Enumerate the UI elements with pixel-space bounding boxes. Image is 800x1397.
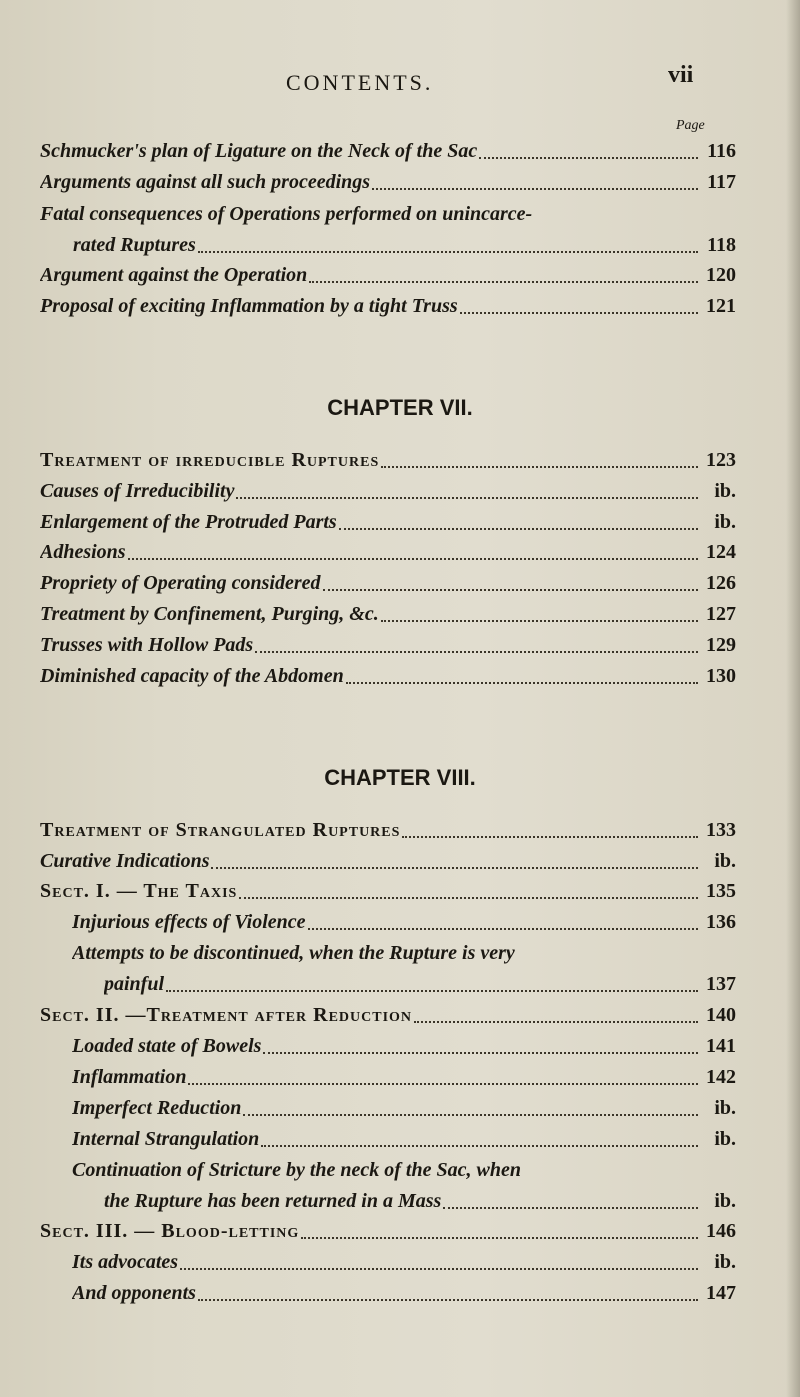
toc-entry bbox=[40, 1220, 736, 1243]
toc-entry-page: 135 bbox=[706, 880, 736, 902]
toc-entry bbox=[72, 1251, 736, 1274]
leader-dots bbox=[381, 466, 698, 468]
toc-entry bbox=[40, 603, 736, 626]
toc-entry-page: ib. bbox=[714, 1190, 736, 1212]
toc-entry-title: Treatment of Strangulated Ruptures bbox=[40, 819, 401, 841]
toc-entry-title: Schmucker's plan of Ligature on the Neck of the Sac bbox=[40, 140, 478, 162]
toc-entry bbox=[72, 942, 515, 965]
toc-entry bbox=[40, 572, 736, 595]
leader-dots bbox=[301, 1237, 698, 1239]
toc-entry-page: 147 bbox=[706, 1282, 736, 1304]
leader-dots bbox=[236, 497, 698, 499]
toc-entry bbox=[40, 171, 736, 194]
toc-entry-title: Imperfect Reduction bbox=[72, 1097, 242, 1119]
toc-entry-page: 120 bbox=[706, 264, 736, 286]
leader-dots bbox=[261, 1145, 698, 1147]
toc-entry-page: 130 bbox=[706, 665, 736, 687]
toc-entry bbox=[40, 480, 736, 503]
leader-dots bbox=[372, 188, 698, 190]
leader-dots bbox=[443, 1207, 698, 1209]
toc-entry bbox=[40, 203, 532, 226]
toc-entry-title: Sect. III. — Blood-letting bbox=[40, 1220, 300, 1242]
toc-entry bbox=[72, 1282, 736, 1305]
toc-entry-title: Continuation of Stricture by the neck of the Sac, when bbox=[72, 1159, 521, 1181]
toc-entry bbox=[72, 911, 736, 934]
toc-entry-page: 142 bbox=[706, 1066, 736, 1088]
chapter-heading: CHAPTER VIII. bbox=[324, 765, 476, 790]
toc-entry bbox=[104, 973, 736, 996]
toc-entry-title: Internal Strangulation bbox=[72, 1128, 260, 1150]
leader-dots bbox=[309, 281, 698, 283]
leader-dots bbox=[323, 589, 698, 591]
chapter-heading: CHAPTER VII. bbox=[327, 395, 473, 420]
leader-dots bbox=[308, 928, 698, 930]
toc-entry-title: Argument against the Operation bbox=[40, 264, 308, 286]
leader-dots bbox=[166, 990, 698, 992]
leader-dots bbox=[128, 558, 698, 560]
toc-entry-title: Inflammation bbox=[72, 1066, 187, 1088]
leader-dots bbox=[414, 1021, 698, 1023]
leader-dots bbox=[198, 251, 698, 253]
toc-entry bbox=[40, 449, 736, 472]
toc-entry-title: Causes of Irreducibility bbox=[40, 480, 235, 502]
toc-entry-title: Its advocates bbox=[72, 1251, 179, 1273]
toc-entry-title: Adhesions bbox=[40, 541, 126, 563]
toc-entry-title: Sect. I. — The Taxis bbox=[40, 880, 238, 902]
page-edge-shadow bbox=[786, 0, 800, 1397]
toc-entry bbox=[72, 1128, 736, 1151]
toc-entry-page: ib. bbox=[714, 511, 736, 533]
toc-entry bbox=[40, 1004, 736, 1027]
toc-entry-title: Curative Indications bbox=[40, 850, 210, 872]
leader-dots bbox=[211, 867, 698, 869]
toc-entry-page: 117 bbox=[707, 171, 736, 193]
toc-entry-page: 146 bbox=[706, 1220, 736, 1242]
toc-entry bbox=[73, 234, 736, 257]
toc-entry bbox=[72, 1035, 736, 1058]
toc-entry-title: Treatment by Confinement, Purging, &c. bbox=[40, 603, 379, 625]
toc-entry-page: 126 bbox=[706, 572, 736, 594]
toc-entry bbox=[40, 850, 736, 873]
toc-entry-page: 136 bbox=[706, 911, 736, 933]
toc-entry-title: Sect. II. —Treatment after Reduction bbox=[40, 1004, 413, 1026]
toc-entry-page: ib. bbox=[714, 1097, 736, 1119]
leader-dots bbox=[339, 528, 698, 530]
toc-entry-title: Fatal consequences of Operations performed on unincarce- bbox=[40, 203, 533, 225]
toc-entry-title: Treatment of irreducible Ruptures bbox=[40, 449, 380, 471]
toc-entry-title: Diminished capacity of the Abdomen bbox=[40, 665, 344, 687]
toc-entry-page: 133 bbox=[706, 819, 736, 841]
toc-entry-title: Arguments against all such proceedings bbox=[40, 171, 371, 193]
toc-entry-page: ib. bbox=[714, 1128, 736, 1150]
toc-entry-title: rated Ruptures bbox=[73, 234, 196, 256]
toc-entry-page: 137 bbox=[706, 973, 736, 995]
toc-entry bbox=[72, 1066, 736, 1089]
leader-dots bbox=[198, 1299, 698, 1301]
toc-entry-title: Trusses with Hollow Pads bbox=[40, 634, 254, 656]
toc-entry bbox=[72, 1159, 521, 1182]
leader-dots bbox=[402, 836, 698, 838]
toc-entry bbox=[40, 295, 736, 318]
running-title: CONTENTS. bbox=[286, 70, 434, 95]
toc-entry-title: Attempts to be discontinued, when the Rupture is very bbox=[72, 942, 515, 964]
toc-entry-title: painful bbox=[104, 973, 165, 995]
toc-entry bbox=[40, 665, 736, 688]
toc-entry-page: 121 bbox=[706, 295, 736, 317]
toc-entry-page: 129 bbox=[706, 634, 736, 656]
toc-entry bbox=[40, 880, 736, 903]
toc-entry-page: 141 bbox=[706, 1035, 736, 1057]
page-column-label: Page bbox=[676, 118, 705, 133]
toc-entry-title: Loaded state of Bowels bbox=[72, 1035, 262, 1057]
leader-dots bbox=[263, 1052, 698, 1054]
toc-entry-title: And opponents bbox=[72, 1282, 196, 1304]
toc-entry bbox=[40, 634, 736, 657]
toc-entry-title: Injurious effects of Violence bbox=[72, 911, 306, 933]
toc-entry-page: ib. bbox=[714, 850, 736, 872]
toc-entry-page: 127 bbox=[706, 603, 736, 625]
leader-dots bbox=[479, 157, 698, 159]
leader-dots bbox=[460, 312, 698, 314]
leader-dots bbox=[346, 682, 698, 684]
toc-entry bbox=[40, 264, 736, 287]
toc-entry-title: the Rupture has been returned in a Mass bbox=[104, 1190, 442, 1212]
toc-entry bbox=[40, 819, 736, 842]
toc-entry-page: 116 bbox=[707, 140, 736, 162]
leader-dots bbox=[243, 1114, 698, 1116]
toc-entry bbox=[104, 1190, 736, 1213]
toc-entry-page: 124 bbox=[706, 541, 736, 563]
toc-entry bbox=[72, 1097, 736, 1120]
toc-entry-page: ib. bbox=[714, 1251, 736, 1273]
toc-entry-page: 118 bbox=[707, 234, 736, 256]
toc-entry bbox=[40, 140, 736, 163]
leader-dots bbox=[381, 620, 698, 622]
toc-entry-title: Proposal of exciting Inflammation by a tight Truss bbox=[40, 295, 458, 317]
toc-entry bbox=[40, 511, 736, 534]
page-number: vii bbox=[668, 62, 694, 88]
leader-dots bbox=[188, 1083, 698, 1085]
toc-entry-page: ib. bbox=[714, 480, 736, 502]
leader-dots bbox=[239, 897, 698, 899]
leader-dots bbox=[255, 651, 698, 653]
toc-entry-page: 123 bbox=[706, 449, 736, 471]
toc-entry bbox=[40, 541, 736, 564]
toc-entry-title: Enlargement of the Protruded Parts bbox=[40, 511, 337, 533]
leader-dots bbox=[180, 1268, 698, 1270]
toc-entry-page: 140 bbox=[706, 1004, 736, 1026]
toc-entry-title: Propriety of Operating considered bbox=[40, 572, 321, 594]
